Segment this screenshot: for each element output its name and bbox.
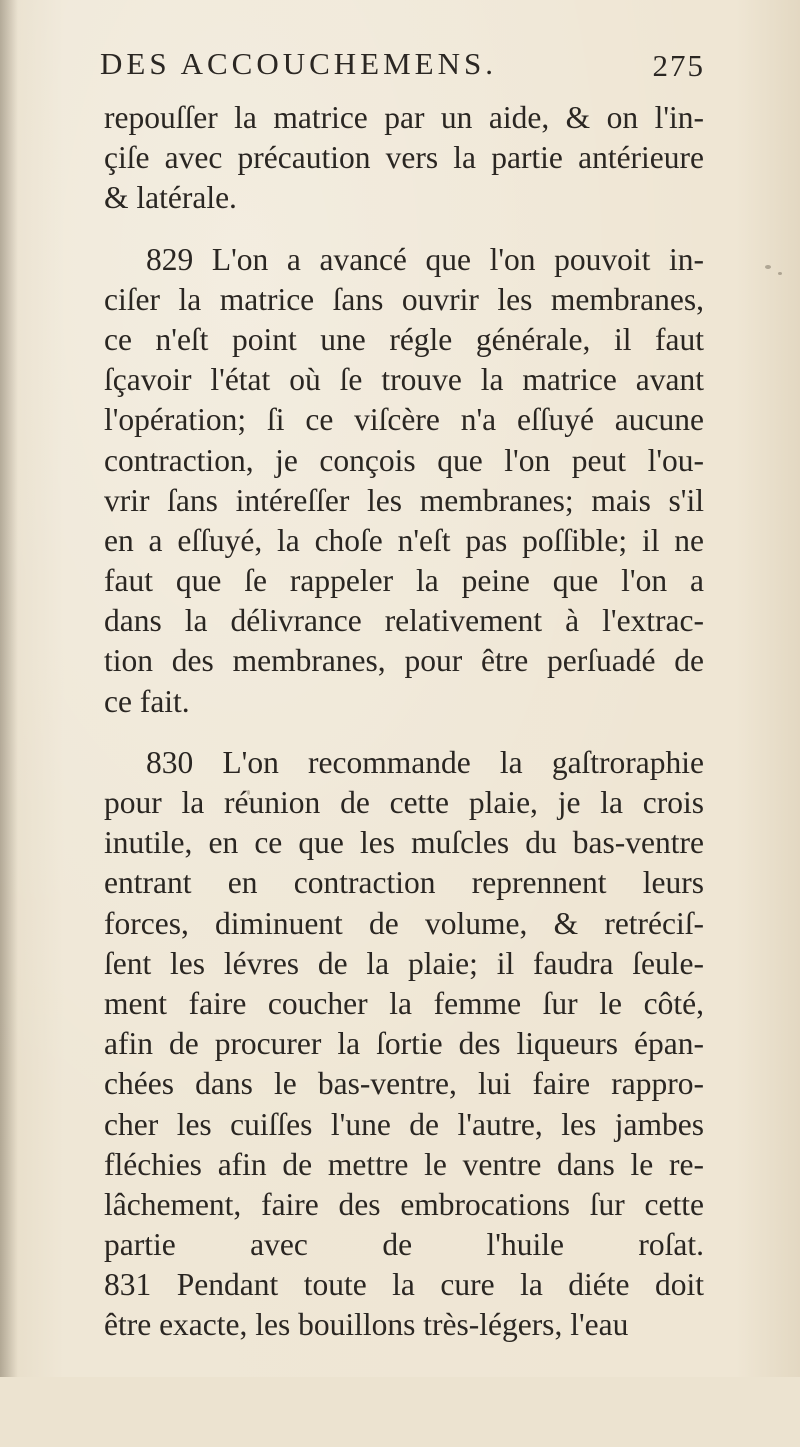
text-line: & latérale. (104, 180, 237, 216)
text-line: dans la délivrance relativement à l'extrac- (104, 603, 704, 639)
paper-speck (247, 790, 250, 795)
paper-speck (765, 265, 771, 269)
text-line: ment faire coucher la femme ſur le côté, (104, 985, 704, 1021)
text-line: ſent les lévres de la plaie; il faudra ſeule- (104, 945, 704, 981)
text-line: ce n'eſt point une régle générale, il faut (104, 321, 704, 357)
text-line: vrir ſans intéreſſer les membranes; mais s'il (104, 482, 704, 518)
text-line: fléchies afin de mettre le ventre dans le re- (104, 1146, 704, 1182)
text-line: faut que ſe rappeler la peine que l'on a (104, 563, 704, 599)
text-line: inutile, en ce que les muſcles du bas-ventre (104, 825, 704, 861)
text-line: 831 Pendant toute la cure la diéte doit (104, 1267, 704, 1303)
text-line: contraction, je conçois que l'on peut l'ou- (104, 442, 704, 478)
text-line: l'opération; ſi ce viſcère n'a eſſuyé aucune (104, 402, 704, 438)
text-line: forces, diminuent de volume, & retréciſ- (104, 905, 704, 941)
text-line: ſçavoir l'état où ſe trouve la matrice avant (104, 362, 704, 398)
text-line: lâchement, faire des embrocations ſur cette (104, 1186, 704, 1222)
text-line: partie avec de l'huile roſat. (104, 1227, 704, 1263)
text-line: chées dans le bas-ventre, lui faire rappro- (104, 1066, 704, 1102)
text-line: cher les cuiſſes l'une de l'autre, les jambes (104, 1106, 704, 1142)
text-line: ce fait. (104, 683, 190, 719)
text-line: en a eſſuyé, la choſe n'eſt pas poſſible; il ne (104, 522, 704, 558)
page-gutter-shadow (0, 0, 18, 1377)
paragraph-831-start (104, 1367, 704, 1407)
text-line: repouſſer la matrice par un aide, & on l'in- (104, 100, 704, 135)
page-number: 275 (652, 48, 705, 83)
text-line: pour la réunion de cette plaie, je la crois (104, 785, 704, 820)
paper-speck (778, 272, 782, 275)
page-header (100, 40, 760, 90)
text-line (104, 1407, 704, 1447)
paragraph-829-start: 829 L'on a avancé que l'on pouvoit in- (146, 241, 704, 277)
paragraph-830-start: 830 L'on recommande la gaſtroraphie (146, 744, 704, 780)
text-line: çiſe avec précaution vers la partie antérieure (104, 140, 704, 176)
text-line: afin de procurer la ſortie des liqueurs épan- (104, 1026, 704, 1062)
text-line: entrant en contraction reprennent leurs (104, 865, 704, 901)
text-line: ciſer la matrice ſans ouvrir les membranes, (104, 281, 704, 317)
text-line: tion des membranes, pour être perſuadé de (104, 643, 704, 679)
running-title: DES ACCOUCHEMENS. (100, 46, 497, 81)
body-text (104, 98, 704, 1447)
text-line: être exacte, les bouillons très-légers, l'eau (104, 1307, 629, 1343)
